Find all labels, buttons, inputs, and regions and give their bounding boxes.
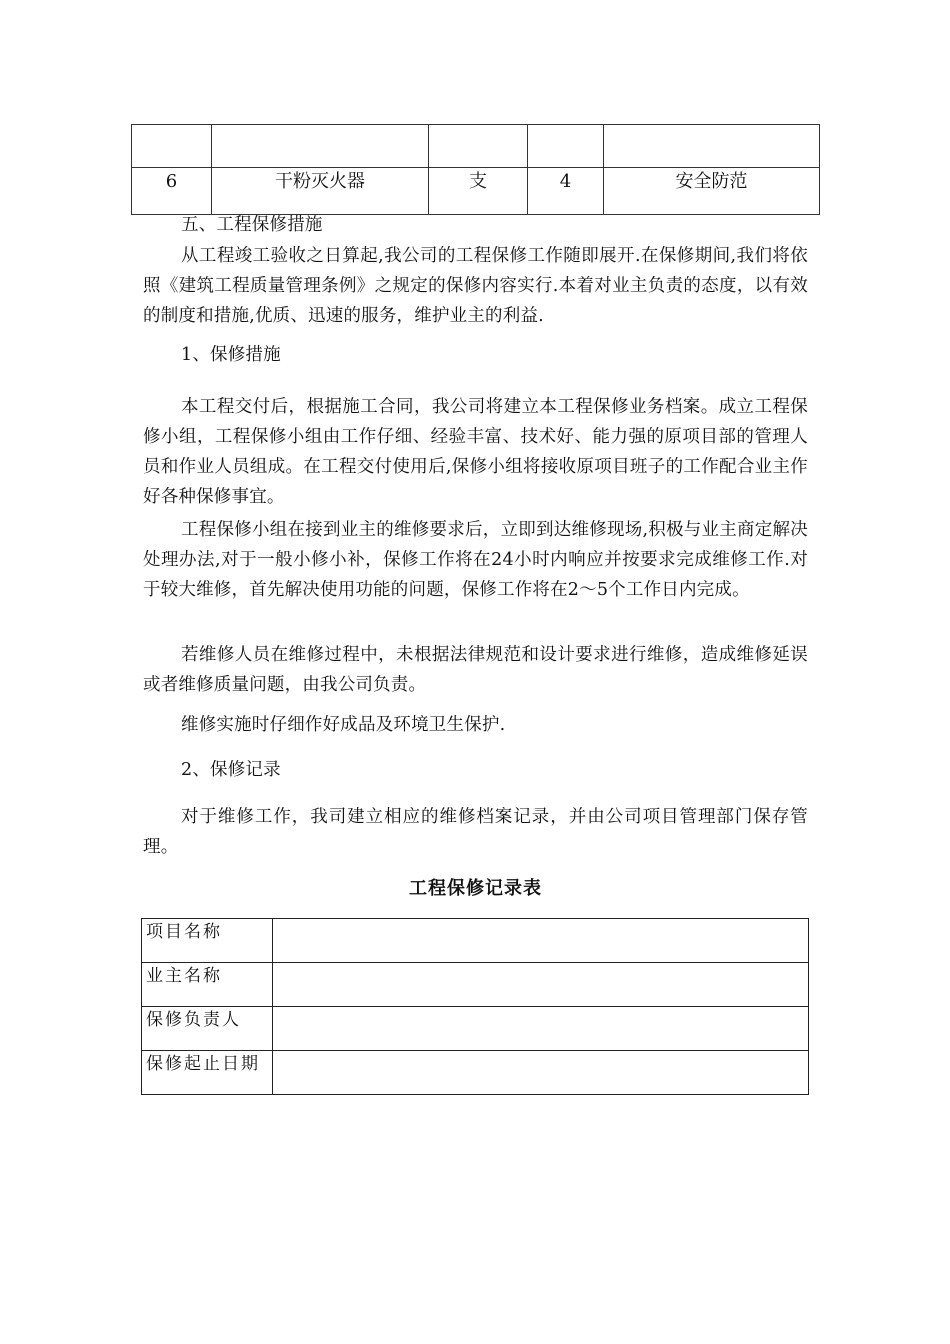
paragraph-repair-archive: 本工程交付后，根据施工合同，我公司将建立本工程保修业务档案。成立工程保修小组，工程保修小组由工作仔细、经验丰富、技术好、能力强的原项目部的管理人员和作业人员组成。在工程交付使用后,保修小组将接收原项目班子的工作配合业主作好各种保修事宜。: [143, 397, 808, 507]
repair-manager-value: [273, 1007, 809, 1051]
table-row: [142, 919, 809, 963]
subsection-heading-repair-measures: 1、保修措施: [181, 345, 281, 365]
paragraph-repair-response: 工程保修小组在接到业主的维修要求后，立即到达维修现场,积极与业主商定解决处理办法,对于一般小修小补，保修工作将在24小时内响应并按要求完成维修工作.对于较大维修，首先解决使用功能的问题，保修工作将在2～5个工作日内完成。: [143, 520, 808, 600]
record-table-title: 工程保修记录表: [409, 878, 542, 899]
table-cell-item: 干粉灭火器: [212, 168, 429, 215]
repair-period-label: 保修起止日期: [142, 1051, 273, 1095]
subsection-heading-repair-records: 2、保修记录: [181, 760, 281, 780]
table-cell-quantity: 4: [528, 168, 604, 215]
table-cell-purpose: 安全防范: [604, 168, 820, 215]
repair-period-value: [273, 1051, 809, 1095]
table-row: [142, 963, 809, 1007]
owner-name-value: [273, 963, 809, 1007]
table-cell: [429, 125, 528, 168]
section-heading: 五、工程保修措施: [181, 215, 323, 235]
table-row: [132, 168, 820, 215]
table-cell: [212, 125, 429, 168]
table-cell: [528, 125, 604, 168]
intro-paragraph: 从工程竣工验收之日算起,我公司的工程保修工作随即展开.在保修期间,我们将依照《建筑工程质量管理条例》之规定的保修内容实行.本着对业主负责的态度，以有效的制度和措施,优质、迅速的服务，维护业主的利益.: [143, 246, 808, 326]
table-row: [142, 1051, 809, 1095]
paragraph-protection: 维修实施时仔细作好成品及环境卫生保护.: [181, 715, 506, 735]
project-name-label: 项目名称: [142, 919, 273, 963]
paragraph-records: 对于维修工作，我司建立相应的维修档案记录，并由公司项目管理部门保存管理。: [143, 807, 808, 857]
table-row: [132, 125, 820, 168]
table-cell-index: 6: [132, 168, 212, 215]
equipment-table: [131, 124, 820, 215]
table-row: [142, 1007, 809, 1051]
owner-name-label: 业主名称: [142, 963, 273, 1007]
repair-manager-label: 保修负责人: [142, 1007, 273, 1051]
repair-record-table: [141, 918, 809, 1095]
table-cell: [132, 125, 212, 168]
paragraph-responsibility: 若维修人员在维修过程中，未根据法律规范和设计要求进行维修，造成维修延误或者维修质量问题，由我公司负责。: [143, 645, 808, 695]
table-cell-unit: 支: [429, 168, 528, 215]
project-name-value: [273, 919, 809, 963]
table-cell: [604, 125, 820, 168]
